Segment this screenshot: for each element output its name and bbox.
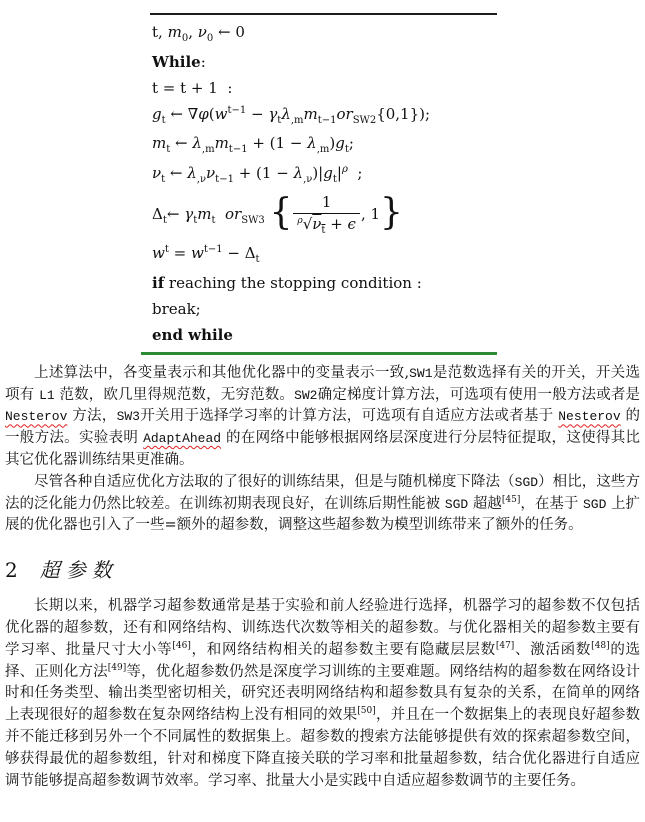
algorithm-line: break; xyxy=(152,299,201,318)
algorithm-lines xyxy=(150,23,497,345)
algorithm-line: if reaching the stopping condition : xyxy=(152,273,422,292)
algorithm-line: While: xyxy=(152,52,206,71)
paragraph-hyperparameters: 长期以来，机器学习超参数通常是基于实验和前人经验进行选择，机器学习的超参数不仅包括优化器的超参数，还有和网络结构、训练迭代次数等相关的超参数。与优化器相关的超参数主要有学习率、批量尺寸大小等[46]，和网络结构相关的超参数主要有隐藏层层数[47]、激活函数[48]的选择、正则化方法[49]等，优化超参数仍然是深度学习训练的主要难题。网络结构的超参数在网络设计时和任务类型、输出类型密切相关，研究还表明网络结构和超参数具有复杂的关系，在简单的网络上表现很好的超参数在复杂网络结构上没有相同的效果[50]，并且在一个数据集上的表现良好超参数并不能迁移到另外一个不同属性的数据集上。超参数的搜索方法能够提供有效的探索超参数空间，够获得最优的超参数组，针对和梯度下降直接关联的学习率和批量超参数，结合优化器进行自适应调节能够提高超参数调节效率。学习率、批量大小是实践中自适应超参数调节的主要任务。 xyxy=(5,598,641,789)
algorithm-line: t, $m_0$, $\nu_0$ ← 0 xyxy=(152,23,245,44)
algorithm-line: end while xyxy=(152,325,233,344)
algorithm-bottom-rule xyxy=(141,352,497,355)
paragraph-sgd-comparison: 尽管各种自适应优化方法取的了很好的训练结果，但是与随机梯度下降法（SGD）相比，这些方法的泛化能力仍然比较差。在训练初期表现良好，在训练后期性能被 SGD 超越[45]，在基于 SGD 上扩展的优化器也引入了一些=额外的超参数，调整这些超参数为模型训练带来了额外的任务。 xyxy=(5,473,641,534)
algorithm-line: $g_t$ ← $\nabla\varphi(w^{t-1} - \gamma_t\lambda_{,m}m_{t-1}or_{SW2}\{0,1\})$; xyxy=(152,104,431,126)
algorithm-line: $m_t$ ← $\lambda_{,m}m_{t-1} + (1 - \lambda_{,m})g_t$; xyxy=(152,134,354,155)
paragraph-algorithm-notes: 上述算法中，各变量表示和其他优化器中的变量表示一致,SW1是范数选择有关的开关，开关选项有 L1 范数，欧几里得规范数，无穷范数。SW2确定梯度计算方法，可选项有使用一般方法或者是 Nesterov 方法，SW3开关用于选择学习率的计算方法，可选项有自适应方法或者基于 Nesterov 的一般方法。实验表明 AdaptAhead 的在网络中能够根据网络层深度进行分层特征提取，这使得其比其它优化器训练结果更准确。 xyxy=(5,364,641,468)
algorithm-line: $w^t = w^{t-1} - \Delta_t$ xyxy=(152,244,260,266)
document-page xyxy=(0,13,645,822)
algorithm-block xyxy=(150,13,497,355)
algorithm-line: $\Delta_t\leftarrow$ $\gamma_tm_t$ $or_{SW3}$ { $\frac{1}{^\rho√\nu_t + \epsilon}$ , 1} xyxy=(152,192,403,236)
section-heading xyxy=(5,554,640,583)
algorithm-line: t = t + 1 : xyxy=(152,78,233,97)
section-title: 超参数 xyxy=(39,558,118,583)
section-number: 2 xyxy=(5,558,18,583)
algorithm-line: $\nu_t$ ← $\lambda_{,\nu}\nu_{t-1} + (1 - \lambda_{,\nu})|g_t|^\rho$ ; xyxy=(152,163,363,185)
